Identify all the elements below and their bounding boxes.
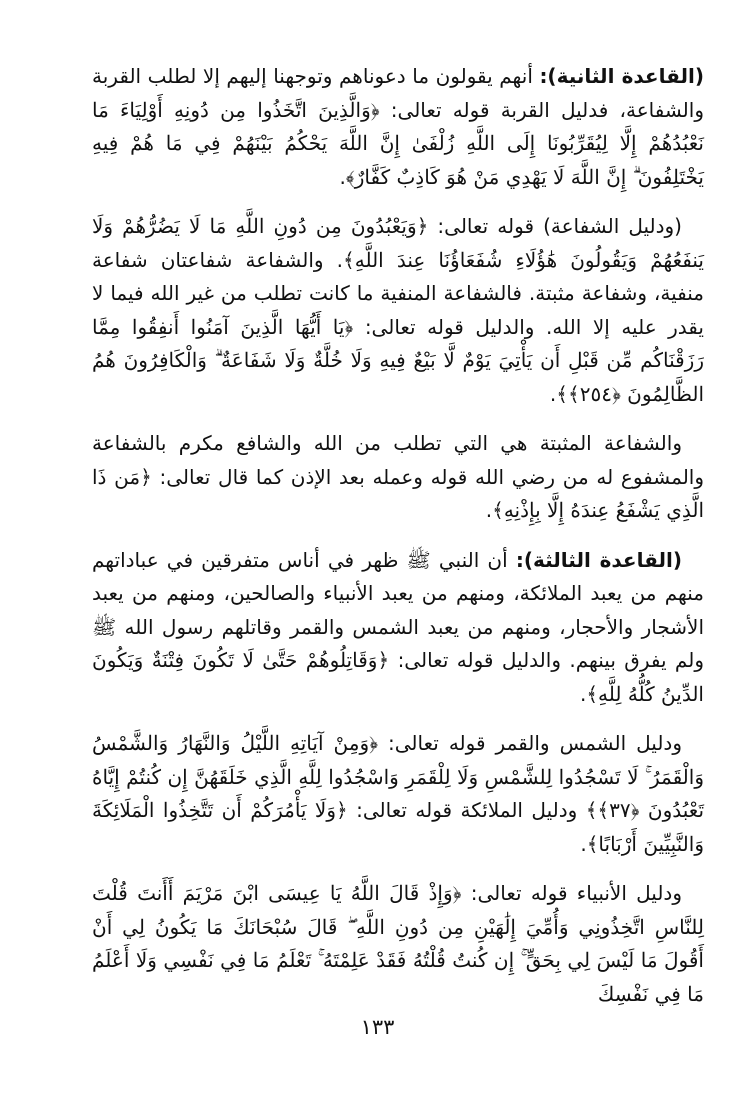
paragraph-affirmed-intercession: [92, 427, 704, 528]
affirmed-intercession-verse: ﴿مَن ذَا الَّذِي يَشْفَعُ عِندَهُ إِلَّا بِإِذْنِهِ﴾: [92, 464, 704, 522]
sun-moon-verse: ﴿وَمِنْ آيَاتِهِ اللَّيْلُ وَالنَّهَارُ وَالشَّمْسُ وَالْقَمَرُ ۚ لَا تَسْجُدُوا لِلشَّمْسِ وَلَا لِلْقَمَرِ وَاسْجُدُوا لِلَّهِ الَّذِي خَلَقَهُنَّ إِن كُنتُمْ إِيَّاهُ تَعْبُدُونَ ﴿٣٧﴾﴾: [92, 731, 705, 822]
page-number: ١٣٣: [360, 1015, 395, 1039]
intercession-verse: ﴿وَيَعْبُدُونَ مِن دُونِ اللَّهِ مَا لَا يَضُرُّهُمْ وَلَا يَنفَعُهُمْ وَيَقُولُونَ هَٰؤُلَاءِ شُفَعَاؤُنَا عِندَ اللَّهِ﴾: [92, 214, 704, 272]
intercession-text: . والشفاعة شفاعتان شفاعة منفية، وشفاعة مثبتة. فالشفاعة المنفية ما كانت تطلب من غير الله فيما لا يقدر عليه إلا الله. والدليل قوله تعالى:: [92, 247, 704, 339]
sun-moon-end: .: [580, 831, 587, 856]
rule-three-verse: ﴿وَقَاتِلُوهُمْ حَتَّىٰ لَا تَكُونَ فِتْنَةٌ وَيَكُونَ الدِّينُ كُلُّهُ لِلَّهِ﴾: [92, 648, 704, 706]
paragraph-intercession: [92, 210, 704, 411]
intercession-intro: (ودليل الشفاعة) قوله تعالى:: [428, 214, 682, 238]
paragraph-prophets: [92, 877, 704, 1011]
intercession-end: .: [549, 381, 557, 406]
angels-verse: ﴿وَلَا يَأْمُرَكُمْ أَن تَتَّخِذُوا الْمَلَائِكَةَ وَالنَّبِيِّينَ أَرْبَابًا﴾: [92, 798, 704, 856]
document-page: [92, 60, 704, 1040]
intercession-verse-2: ﴿يَا أَيُّهَا الَّذِينَ آمَنُوا أَنفِقُوا مِمَّا رَزَقْنَاكُم مِّن قَبْلِ أَن يَأْتِيَ يَوْمٌ لَّا بَيْعٌ فِيهِ وَلَا خُلَّةٌ وَلَا شَفَاعَةٌ ۗ وَالْكَافِرُونَ هُمُ الظَّالِمُونَ ﴿٢٥٤﴾﴾: [92, 314, 704, 406]
rule-two-text: أنهم يقولون ما دعوناهم وتوجهنا إليهم إلا لطلب القربة والشفاعة، فدليل القربة قوله تعالى:: [92, 64, 704, 122]
rule-two-verse: ﴿وَالَّذِينَ اتَّخَذُوا مِن دُونِهِ أَوْلِيَاءَ مَا نَعْبُدُهُمْ إِلَّا لِيُقَرِّبُونَا إِلَى اللَّهِ زُلْفَىٰ إِنَّ اللَّهَ يَحْكُمُ بَيْنَهُمْ فِي مَا هُمْ فِيهِ يَخْتَلِفُونَ ۗ إِنَّ اللَّهَ لَا يَهْدِي مَنْ هُوَ كَاذِبٌ كَفَّارٌ﴾: [92, 97, 704, 189]
paragraph-rule-two: [92, 60, 704, 194]
sun-moon-intro: ودليل الشمس والقمر قوله تعالى:: [378, 731, 682, 755]
paragraph-rule-three: [92, 544, 704, 712]
rule-three-title: (القاعدة الثالثة):: [515, 547, 683, 572]
rule-three-end: .: [579, 681, 587, 706]
prophets-verse: ﴿وَإِذْ قَالَ اللَّهُ يَا عِيسَى ابْنَ مَرْيَمَ أَأَنتَ قُلْتَ لِلنَّاسِ اتَّخِذُونِي وَأُمِّيَ إِلَٰهَيْنِ مِن دُونِ اللَّهِ ۖ قَالَ سُبْحَانَكَ مَا يَكُونُ لِي أَنْ أَقُولَ مَا لَيْسَ لِي بِحَقٍّ ۚ إِن كُنتُ قُلْتُهُ فَقَدْ عَلِمْتَهُ ۚ تَعْلَمُ مَا فِي نَفْسِي وَلَا أَعْلَمُ مَا فِي نَفْسِكَ: [92, 881, 704, 1006]
angels-intro: ودليل الملائكة قوله تعالى:: [347, 798, 586, 822]
rule-three-text: أن النبي ﷺ ظهر في أناس متفرقين في عباداتهم منهم من يعبد الملائكة، ومنهم من يعبد الأنبياء والصالحين، ومنهم من يعبد الأشجار والأحجار، ومنهم من يعبد الشمس والقمر وقاتلهم رسول الله ﷺ ولم يفرق بينهم. والدليل قوله تعالى:: [92, 547, 704, 672]
rule-two-end: .: [339, 164, 346, 189]
prophets-intro: ودليل الأنبياء قوله تعالى:: [461, 881, 682, 905]
affirmed-intercession-text: والشفاعة المثبتة هي التي تطلب من الله والشافع مكرم بالشفاعة والمشفوع له من رضي الله قوله وعمله بعد الإذن كما قال تعالى:: [92, 431, 705, 489]
paragraph-sun-moon: [92, 727, 704, 861]
affirmed-intercession-end: .: [485, 498, 493, 522]
rule-two-title: (القاعدة الثانية):: [539, 64, 704, 88]
